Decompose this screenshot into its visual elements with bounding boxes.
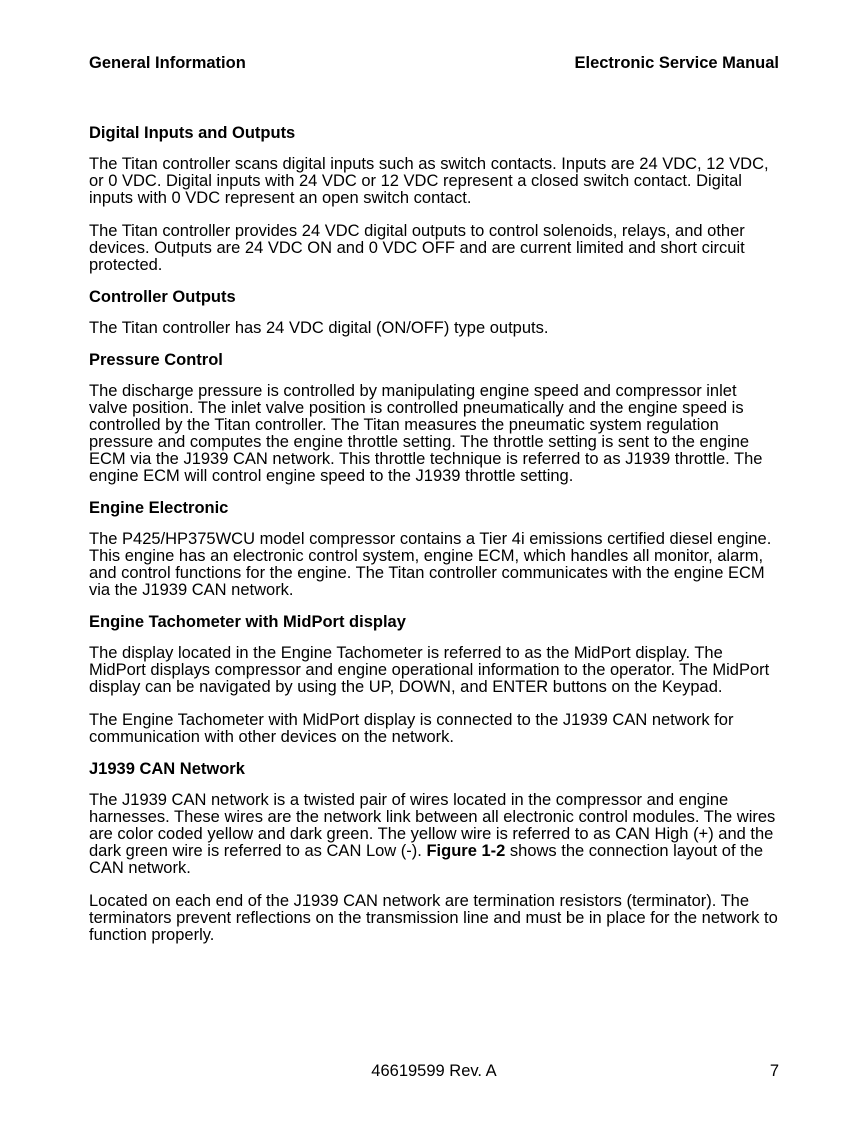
manual-page (89, 0, 779, 1122)
page-footer (89, 1062, 779, 1082)
page-content (89, 124, 779, 960)
heading-tachometer: Engine Tachometer with MidPort display (89, 613, 406, 631)
heading-controller-outputs: Controller Outputs (89, 288, 236, 306)
header-manual-title: Electronic Service Manual (574, 54, 779, 72)
paragraph-digital-outputs: The Titan controller provides 24 VDC digital outputs to control solenoids, relays, and other devices. Outputs are 24 VDC ON and 0 VDC OFF and are current limited and short circuit protected. (89, 222, 745, 274)
document-number: 46619599 Rev. A (371, 1062, 497, 1080)
paragraph-engine-electronic: The P425/HP375WCU model compressor contains a Tier 4i emissions certified diesel engine. This engine has an electronic control system, engine ECM, which handles all monitor, alarm, and control functions for the engine. The Titan controller communicates with the engine ECM via the J1939 CAN network. (89, 530, 772, 599)
paragraph-tachometer-display: The display located in the Engine Tachometer is referred to as the MidPort display. The MidPort displays compressor and engine operational information to the operator. The MidPort display can be navigated by using the UP, DOWN, and ENTER buttons on the Keypad. (89, 644, 770, 696)
running-header (89, 54, 779, 74)
paragraph-can-wires (89, 792, 779, 877)
page-number: 7 (769, 1062, 779, 1080)
can-wires-text-end: shows the connection layout of the CAN network. (89, 842, 764, 877)
paragraph-digital-inputs: The Titan controller scans digital inputs such as switch contacts. Inputs are 24 VDC, 12 VDC, or 0 VDC. Digital inputs with 24 VDC or 12 VDC represent a closed switch contact. Digital inputs with 0 VDC represent an open switch contact. (89, 155, 769, 207)
heading-digital-io: Digital Inputs and Outputs (89, 124, 296, 142)
heading-pressure-control: Pressure Control (89, 351, 223, 369)
paragraph-tachometer-network: The Engine Tachometer with MidPort display is connected to the J1939 CAN network for communication with other devices on the network. (89, 711, 734, 746)
heading-can-network: J1939 CAN Network (89, 760, 245, 778)
heading-engine-electronic: Engine Electronic (89, 499, 229, 517)
paragraph-controller-outputs: The Titan controller has 24 VDC digital (ON/OFF) type outputs. (89, 319, 549, 337)
can-wires-text: The J1939 CAN network is a twisted pair of wires located in the compressor and engine harnesses. These wires are the network link between all electronic control modules. The wires are color coded yellow and dark green. The yellow wire is referred to as CAN High (+) and the dark green wire is referred to as CAN Low (-). (89, 791, 776, 860)
paragraph-can-terminators: Located on each end of the J1939 CAN network are termination resistors (terminator). The terminators prevent reflections on the transmission line and must be in place for the network to function properly. (89, 892, 778, 944)
header-section-title: General Information (89, 54, 246, 72)
paragraph-pressure-control: The discharge pressure is controlled by manipulating engine speed and compressor inlet valve position. The inlet valve position is controlled pneumatically and the engine speed is controlled by the Titan controller. The Titan measures the pneumatic system regulation pressure and computes the engine throttle setting. The throttle setting is sent to the engine ECM via the J1939 CAN network. This throttle technique is referred to as J1939 throttle. The engine ECM will control engine speed to the J1939 throttle setting. (89, 382, 763, 485)
figure-reference: Figure 1-2 (426, 842, 506, 860)
